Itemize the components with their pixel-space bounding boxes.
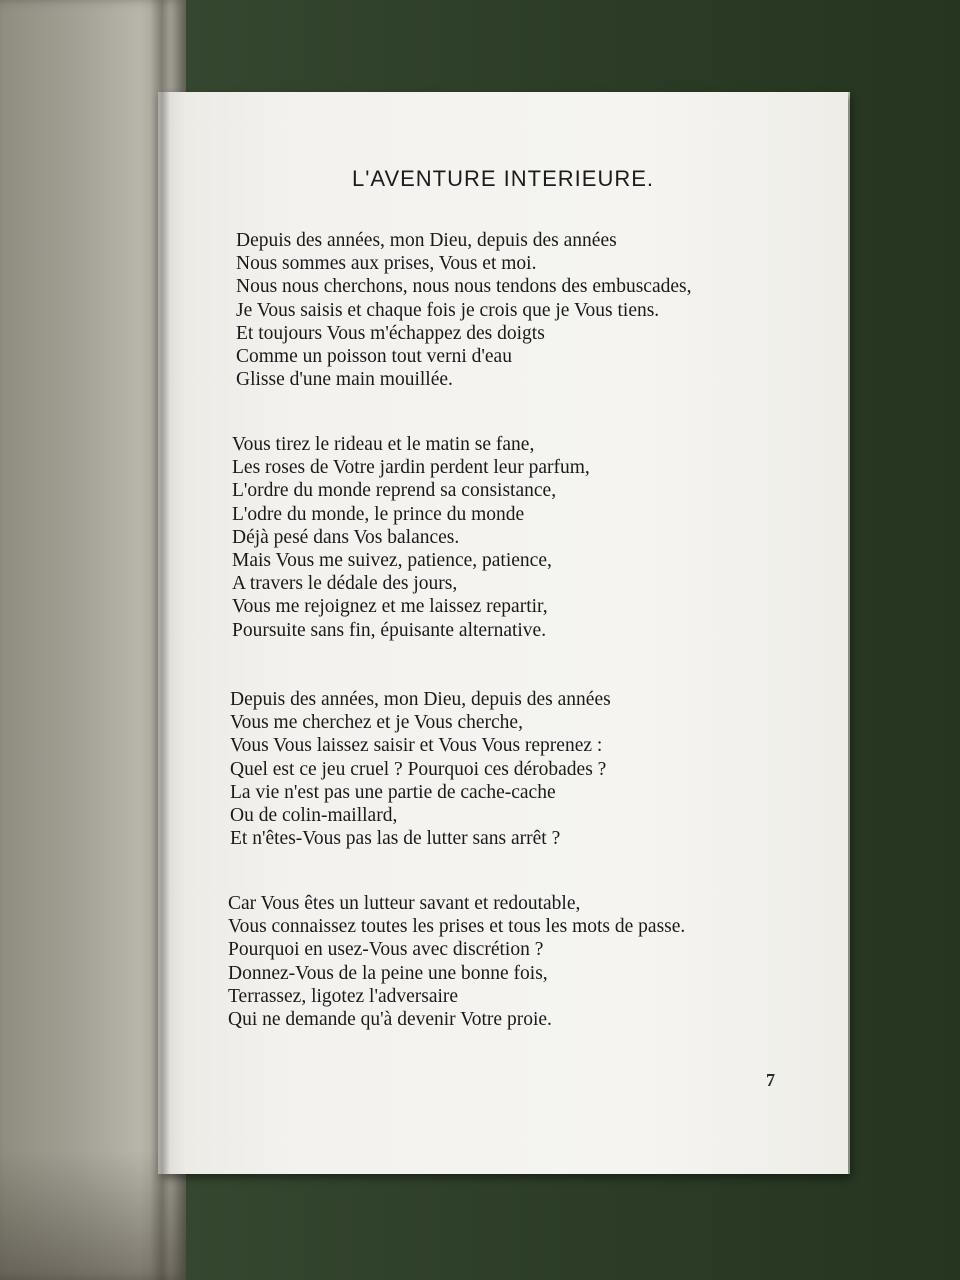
verse-line: Car Vous êtes un lutteur savant et redoutable, (228, 893, 581, 914)
verse-line: Qui ne demande qu'à devenir Votre proie. (228, 1009, 552, 1031)
verse-line: Comme un poisson tout verni d'eau (236, 346, 512, 368)
verse-line: Nous sommes aux prises, Vous et moi. (236, 253, 537, 275)
verse-line: Poursuite sans fin, épuisante alternative. (232, 619, 547, 641)
stanza-4 (228, 892, 828, 1031)
stanza-1 (236, 229, 836, 391)
verse-line: Et n'êtes-Vous pas las de lutter sans arrêt ? (230, 828, 561, 850)
spine-shadow (150, 0, 170, 1280)
verse-line: Quel est ce jeu cruel ? Pourquoi ces dérobades ? (230, 758, 607, 780)
verse-line: Et toujours Vous m'échappez des doigts (236, 322, 545, 344)
stanza-2 (232, 433, 832, 642)
verse-line: Nous nous cherchons, nous nous tendons des embuscades, (236, 276, 692, 298)
book-page (158, 92, 848, 1174)
verse-line: Vous connaissez toutes les prises et tous les mots de passe. (228, 916, 686, 938)
verse-line: Vous Vous laissez saisir et Vous Vous reprenez : (230, 735, 603, 757)
verse-line: Glisse d'une main mouillée. (236, 369, 453, 391)
verse-line: Les roses de Votre jardin perdent leur parfum, (232, 457, 590, 479)
verse-line: Pourquoi en usez-Vous avec discrétion ? (228, 939, 544, 961)
stanza-3 (230, 688, 830, 850)
verse-line: Vous me cherchez et je Vous cherche, (230, 712, 523, 734)
verse-line: Déjà pesé dans Vos balances. (232, 526, 460, 548)
poem-title: L'AVENTURE INTERIEURE. (351, 166, 655, 191)
verse-line: Vous me rejoignez et me laissez repartir, (232, 596, 548, 618)
page-number: 7 (766, 1070, 775, 1090)
verse-line: L'ordre du monde reprend sa consistance, (232, 480, 557, 502)
verse-line: Depuis des années, mon Dieu, depuis des années (230, 689, 611, 710)
verse-line: Mais Vous me suivez, patience, patience, (232, 550, 552, 572)
verse-line: A travers le dédale des jours, (232, 573, 458, 595)
verse-line: L'odre du monde, le prince du monde (232, 503, 525, 525)
verse-line: Donnez-Vous de la peine une bonne fois, (228, 962, 548, 984)
verse-line: Ou de colin-maillard, (230, 805, 398, 827)
verse-line: Je Vous saisis et chaque fois je crois que je Vous tiens. (236, 299, 660, 321)
verse-line: Depuis des années, mon Dieu, depuis des années (236, 230, 617, 251)
verse-line: Vous tirez le rideau et le matin se fane, (232, 434, 535, 455)
verse-line: Terrassez, ligotez l'adversaire (228, 985, 459, 1007)
verse-line: La vie n'est pas une partie de cache-cache (230, 781, 556, 803)
